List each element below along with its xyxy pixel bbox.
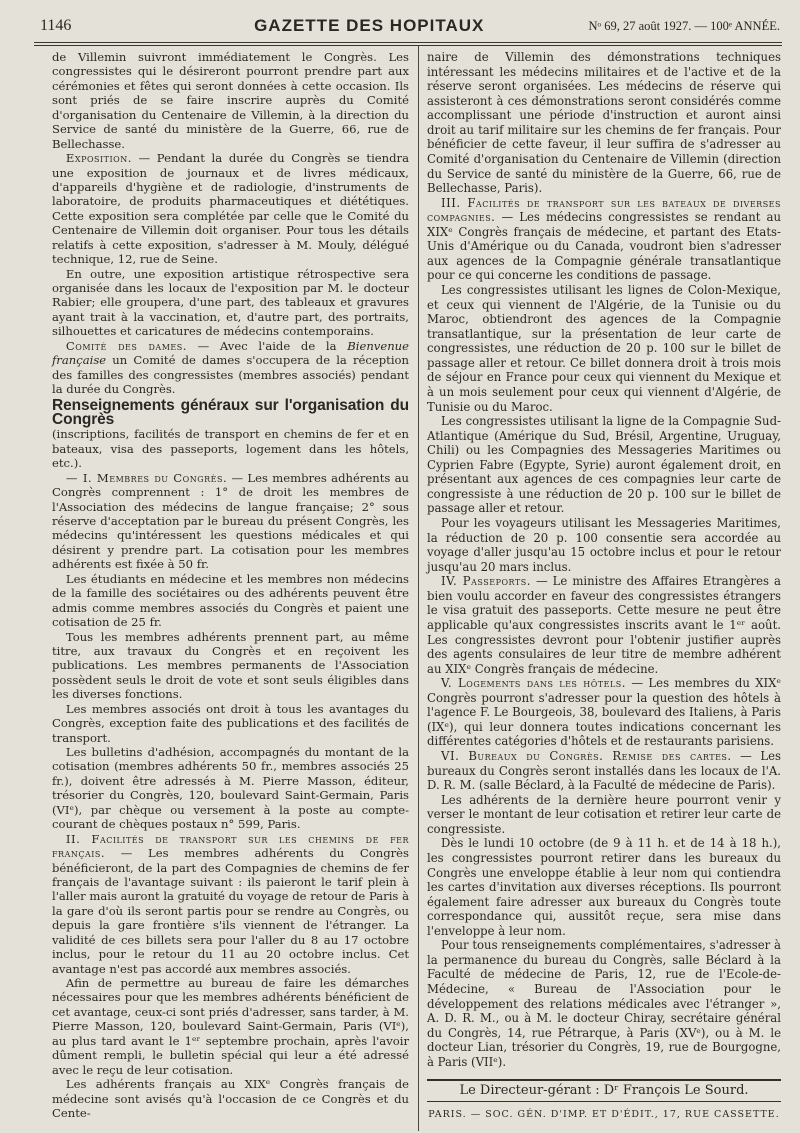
paragraph-text: — Pendant la durée du Congrès se tiendra une exposition de journaux et de livres médicaux, d'appareils d'hygiène et de radiologie, d'instruments de laboratoire, de produits pharmaceutiques et diététiques. Cette exposition sera complétée par celle que le Comité du Centenaire de Villemin doit organiser. Pour tous les détails relatifs à cette exposition, s'adresser à M. Mouly, délégué technique, 12, rue de Seine. (52, 151, 409, 267)
run-in-heading: V. Logements dans les hôtels. (441, 676, 626, 691)
paragraph-text: — Les membres adhérents au Congrès comprennent : 1° de droit les membres de l'Association des médecins de langue française; 2° sous réserve d'acceptation par le bureau du présent Congrès, les médecins qu'intéressent les questions médicales et qui désirent y prendre part. La cotisation pour les membres adhérents est fixée à 50 fr. (52, 470, 409, 572)
paragraph: Les étudiants en médecine et les membres non médecins de la famille des sociétaires ou des adhérents peuvent être admis comme membres associés du Congrès et paient une cotisation de 25 fr. (52, 571, 409, 630)
paragraph: Pour tous renseignements complémentaires, s'adresser à la permanence du bureau du Congrès, salle Béclard à la Faculté de médecine de Paris, 12, rue de l'Ecole-de-Médecine, « Bureau de l'Association pour le développement des relations médicales avec l'étranger », A. D. R. M., ou à M. le docteur Chiray, secrétaire général du Congrès, 14, rue Pétrarque, à Paris (XVᵉ), ou à M. le docteur Lian, trésorier du Congrès, 19, rue de Bourgogne, à Paris (VIIᵉ). (427, 938, 781, 1069)
section-title: Renseignements généraux sur l'organisation du Congrès (52, 396, 409, 428)
paragraph-text: — Les membres adhérents du Congrès bénéficieront, de la part des Compagnies de chemins de fer français de l'avantage suivant : ils paieront le tarif plein à l'aller mais auront la gratuité du voyage de retour de Paris à la gare d'où ils seront partis pour se rendre au Congrès, ou depuis la gare frontière s'ils viennent de l'étranger. La validité de ces billets sera pour l'aller du 8 au 17 octobre inclus, pour le retour du 11 au 20 octobre inclus. Cet avantage n'est pas accordé aux membres associés. (52, 846, 409, 976)
paragraph: Les congressistes utilisant la ligne de la Compagnie Sud-Atlantique (Amérique du Sud, Brésil, Argentine, Uruguay, Chili) ou les Compagnies des Messageries Maritimes ou Cyprien Fabre (Egypte, Syrie) auront également droit, en présentant aux agences de ces compagnies leur carte de congressiste à une réduction de 20 p. 100 sur le billet de passage aller et retour. (427, 414, 781, 516)
paragraph: Les membres associés ont droit à tous les avantages du Congrès, exception faite des publications et des facilités de transport. (52, 701, 409, 745)
run-in-heading: IV. Passeports. (441, 574, 531, 589)
paragraph-text: — Les médecins congressistes se rendant au XIXᵉ Congrès français de médecine, et partant des Etats-Unis d'Amérique ou du Canada, voudront bien s'adresser aux agences de la Compagnie générale transatlantique pour ce qui concerne les conditions de passage. (427, 210, 781, 283)
paragraph: Les adhérents de la dernière heure pourront venir y verser le montant de leur cotisation et retirer leur carte de congressiste. (427, 792, 781, 836)
paragraph-text: — Le ministre des Affaires Etrangères a bien voulu accorder en faveur des congressistes étrangers le visa gratuit des passeports. Cette mesure ne peut être applicable qu'aux congressistes inscrits avant le 1ᵉʳ août. Les congressistes devront pour l'obtenir justifier auprès des agents consulaires de leur titre de membre adhérent au XIXᵉ Congrès français de médecine. (427, 574, 781, 676)
left-column (52, 50, 409, 1120)
paragraph: Afin de permettre au bureau de faire les démarches nécessaires pour que les membres adhérents bénéficient de cet avantage, ceux-ci sont priés d'adresser, sans tarder, à M. Pierre Masson, 120, boulevard Saint-Germain, Paris (VIᵉ), au plus tard avant le 1ᵉʳ septembre prochain, après l'avoir dûment rempli, le bulletin spécial qui leur a été adressé avec le reçu de leur cotisation. (52, 976, 409, 1077)
paragraph (427, 196, 781, 283)
paragraph-text: — Les bureaux du Congrès seront installés dans les locaux de l'A. D. R. M. (salle Béclard, à la Faculté de médecine de Paris). (427, 749, 782, 793)
journal-title: GAZETTE DES HOPITAUX (254, 16, 485, 35)
paragraph-text: un Comité de dames s'occupera de la réception des familles des congressistes (membres associés) pendant la durée du Congrès. (52, 353, 409, 397)
run-in-heading: — I. Membres du Congrès. (65, 470, 228, 485)
header-rule-top (34, 42, 782, 43)
run-in-heading: Comité des dames. (65, 338, 187, 353)
page-number: 1146 (40, 17, 72, 34)
italic-text: Bienvenue française (52, 338, 410, 368)
printer-imprint: PARIS. — SOC. GÉN. D'IMP. ET D'ÉDIT., 17, RUE CASSETTE. (428, 1108, 780, 1120)
paragraph: naire de Villemin des démonstrations techniques intéressant les médecins militaires et de l'active et de la réserve seront organisées. Les médecins de réserve qui assisteront à ces démonstrations seront considérés comme accomplissant une période d'instruction et auront ainsi droit au tarif militaire sur les chemins de fer français. Pour bénéficier de cette faveur, il leur suffira de s'adresser au Comité d'organisation du Centenaire de Villemin (direction du Service de santé du ministère de la Guerre, 66, rue de Bellechasse, Paris). (427, 50, 781, 196)
right-column (427, 50, 781, 1123)
director-signature: Le Directeur-gérant : Dʳ François Le Sourd. (427, 1079, 781, 1102)
paragraph: Dès le lundi 10 octobre (de 9 à 11 h. et de 14 à 18 h.), les congressistes pourront retirer dans les bureaux du Congrès une enveloppe établie à leur nom qui contiendra les cartes d'invitation aux diverses réceptions. Ils pourront également faire adresser aux bureaux du Congrès toute correspondance qui, aussitôt reçue, sera mise dans l'enveloppe à leur nom. (427, 836, 781, 938)
run-in-heading: Exposition. (65, 151, 132, 166)
paragraph: de Villemin suivront immédiatement le Congrès. Les congressistes qui le désireront pourront prendre part aux cérémonies et fêtes qui seront données à cette occasion. Ils sont priés de se faire inscrire auprès du Comité d'organisation du Centenaire de Villemin, à la direction du Service de santé du ministère de la Guerre, 66, rue de Bellechasse. (52, 50, 409, 151)
column-divider (418, 46, 419, 1131)
paragraph (427, 574, 781, 676)
paragraph (427, 749, 781, 793)
paragraph (427, 676, 781, 749)
paragraph (52, 471, 409, 572)
paragraph: Les adhérents français au XIXᵉ Congrès français de médecine sont avisés qu'à l'occasion de ce Congrès et du Cente- (52, 1077, 409, 1120)
run-in-heading: VI. Bureaux du Congrès. Remise des cartes. (441, 749, 732, 763)
issue-info: Nᵒ 69, 27 août 1927. — 100ᵉ ANNÉE. (588, 18, 780, 33)
paragraph: Les bulletins d'adhésion, accompagnés du montant de la cotisation (membres adhérents 50 fr., membres associés 25 fr.), doivent être adressés à M. Pierre Masson, éditeur, trésorier du Congrès, 120, boulevard Saint-Germain, Paris (VIᵉ), par chèque ou versement à la poste au compte-courant de chèques postaux n° 599, Paris. (52, 745, 409, 832)
paragraph: Les congressistes utilisant les lignes de Colon-Mexique, et ceux qui viennent de l'Algérie, de la Tunisie ou du Maroc, obtiendront des agences de la Compagnie transatlantique, sur la présentation de leur carte de congressistes, une réduction de 20 p. 100 sur le billet de passage aller et retour. Ce billet donnera droit à trois mois de séjour en France pour ceux qui viennent du Mexique et à un mois seulement pour ceux qui viennent d'Algérie, de Tunisie ou du Maroc. (427, 283, 781, 414)
paragraph-text: — Les membres du XIXᵉ Congrès pourront s'adresser pour la question des hôtels à l'agence F. Le Bourgeois, 38, boulevard des Italiens, à Paris (IXᵉ), qui leur donnera toutes indications concernant les différentes catégories d'hôtels et de restaurants parisiens. (427, 676, 781, 749)
page-header (40, 12, 780, 40)
header-rule-bottom (34, 45, 782, 46)
paragraph (52, 832, 409, 976)
paragraph: Tous les membres adhérents prennent part, au même titre, aux travaux du Congrès et en reçoivent les publications. Les membres permanents de l'Association possèdent seuls le droit de vote et sont seuls éligibles dans les diverses fonctions. (52, 629, 409, 702)
paragraph: En outre, une exposition artistique rétrospective sera organisée dans les locaux de l'exposition par M. le docteur Rabier; elle groupera, d'une part, des tableaux et gravures ayant trait à la vaccination, et, d'autre part, des portraits, silhouettes et caricatures de médecins contemporains. (52, 266, 409, 339)
paragraph: Pour les voyageurs utilisant les Messageries Maritimes, la réduction de 20 p. 100 consentie sera accordée au voyage d'aller jusqu'au 15 octobre inclus et pour le retour jusqu'au 20 mars inclus. (427, 516, 781, 574)
run-in-heading: III. Facilités de transport sur les bateaux de diverses compagnies. (427, 195, 781, 225)
paragraph-text: — Avec l'aide de la (186, 338, 348, 353)
paragraph (52, 151, 409, 267)
run-in-heading: II. Facilités de transport sur les chemins de fer français. (52, 831, 409, 861)
section-subtitle: (inscriptions, facilités de transport en chemins de fer et en bateaux, visa des passeports, logement dans les hôtels, etc.). (52, 427, 409, 471)
paragraph (52, 339, 409, 397)
